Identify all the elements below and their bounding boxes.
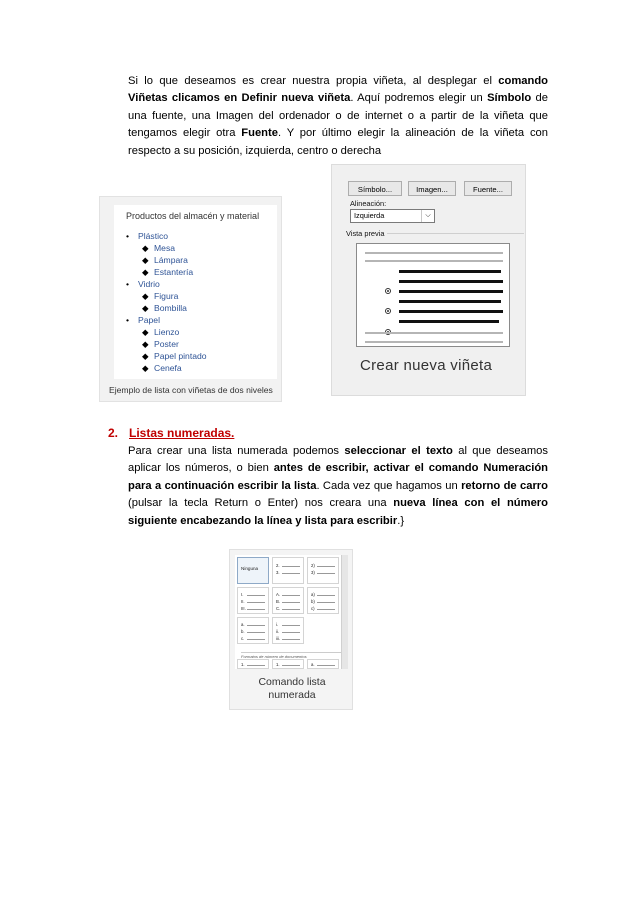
section-text-2: al que deseamos aplicar los números, o bien bbox=[128, 445, 548, 475]
bullet-dot-icon: • bbox=[126, 315, 130, 325]
list-item-label: Cenefa bbox=[154, 363, 182, 373]
numbering-option-label: II. bbox=[241, 599, 245, 604]
numbering-option-label: i. bbox=[276, 622, 279, 627]
list-item-label: Lámpara bbox=[154, 255, 188, 265]
numbering-option[interactable] bbox=[272, 587, 304, 614]
numbering-option[interactable] bbox=[307, 587, 339, 614]
intro-bold-2: Símbolo bbox=[487, 92, 532, 105]
list-item-label: Poster bbox=[154, 339, 179, 349]
numbering-option[interactable] bbox=[307, 557, 339, 584]
list-item-label: Plástico bbox=[138, 231, 169, 241]
numbering-option[interactable] bbox=[237, 587, 269, 614]
numbering-option-label: a. bbox=[241, 622, 245, 627]
section-bold-2: antes de escribir, activar el comando Numeración para a continuación escribir la lista bbox=[128, 462, 548, 492]
numbering-gallery-figure bbox=[229, 549, 353, 710]
section-bold-1: seleccionar el texto bbox=[344, 445, 453, 457]
alignment-select[interactable] bbox=[350, 209, 435, 223]
diamond-bullet-icon: ◆ bbox=[142, 327, 149, 337]
bullet-dot-icon: • bbox=[126, 231, 130, 241]
intro-text-2: . Aquí podremos elegir un bbox=[350, 92, 488, 105]
new-bullet-dialog-figure bbox=[331, 164, 526, 396]
intro-bold-1: comando Viñetas clicamos en Definir nueva viñeta bbox=[128, 75, 548, 105]
numbering-option-label: 1. bbox=[241, 662, 245, 667]
numbering-option-label: ii. bbox=[276, 629, 280, 634]
bullet-list-page bbox=[114, 205, 277, 379]
list-item bbox=[126, 315, 160, 325]
list-item bbox=[142, 291, 178, 302]
preview-text-line bbox=[399, 290, 503, 293]
numbering-option-label: 2) bbox=[311, 563, 315, 568]
numbering-option-label: b) bbox=[311, 599, 315, 604]
numbering-option-label: 3. bbox=[276, 570, 280, 575]
section-heading bbox=[108, 426, 234, 440]
numbering-option-label: B. bbox=[276, 599, 281, 604]
list-item bbox=[142, 255, 188, 266]
section-bold-3: retorno de carro bbox=[461, 479, 548, 492]
numbering-option-label: 3) bbox=[311, 570, 315, 575]
numbering-option-label: 1. bbox=[276, 662, 280, 667]
numbering-figure-caption bbox=[230, 676, 354, 702]
numbering-option[interactable] bbox=[272, 557, 304, 584]
numbering-option-label: a. bbox=[311, 662, 315, 667]
section-text-4: (pulsar la tecla Return o Enter) nos creara una bbox=[128, 497, 394, 510]
list-item-label: Lienzo bbox=[154, 327, 180, 337]
gallery-scrollbar[interactable] bbox=[341, 555, 348, 669]
bullet-list-example-figure bbox=[99, 196, 282, 402]
document-format-option[interactable] bbox=[307, 659, 339, 669]
numbering-option-label: A. bbox=[276, 592, 281, 597]
numbering-option-label: b. bbox=[241, 629, 245, 634]
list-item-label: Estantería bbox=[154, 267, 194, 277]
list-item bbox=[126, 279, 160, 289]
preview-gray-line bbox=[365, 260, 503, 262]
chevron-down-icon[interactable]: ⌵ bbox=[421, 210, 434, 222]
diamond-bullet-icon: ◆ bbox=[142, 339, 149, 349]
document-format-option[interactable] bbox=[272, 659, 304, 669]
preview-bullet-icon bbox=[385, 288, 391, 294]
preview-gray-line bbox=[365, 252, 503, 254]
alignment-value: Izquierda bbox=[354, 211, 385, 220]
section-text-3: . Cada vez que hagamos un bbox=[316, 479, 462, 492]
preview-gray-line bbox=[365, 341, 503, 343]
section-text-5: .} bbox=[397, 514, 405, 527]
diamond-bullet-icon: ◆ bbox=[142, 243, 149, 253]
list-item bbox=[142, 267, 193, 278]
numbered-list-paragraph bbox=[128, 443, 548, 530]
diamond-bullet-icon: ◆ bbox=[142, 363, 149, 373]
list-item bbox=[142, 351, 207, 362]
preview-text-line bbox=[399, 320, 499, 323]
intro-text-1: Si lo que deseamos es crear nuestra propia viñeta, al desplegar el bbox=[128, 75, 499, 87]
numbering-none-label: Ninguna bbox=[241, 566, 259, 571]
list-item bbox=[142, 339, 179, 350]
preview-text-line bbox=[399, 310, 503, 313]
numbering-option[interactable] bbox=[237, 617, 269, 644]
intro-paragraph bbox=[128, 73, 548, 160]
section-number: 2. bbox=[108, 426, 119, 440]
list-item bbox=[142, 243, 175, 254]
numbering-option-label: c) bbox=[311, 606, 315, 611]
diamond-bullet-icon: ◆ bbox=[142, 291, 149, 301]
image-button[interactable]: Imagen... bbox=[408, 181, 456, 196]
preview-text-line bbox=[399, 280, 503, 283]
numbering-option[interactable] bbox=[272, 617, 304, 644]
numbering-option-label: c. bbox=[241, 636, 245, 641]
intro-text-4: . Y por último elegir la alineación de la viñeta con respecto a su posición, izquierda, centro o derecha bbox=[128, 127, 548, 157]
list-item-label: Figura bbox=[154, 291, 179, 301]
bullet-preview-area bbox=[356, 243, 510, 347]
preview-gray-line bbox=[365, 332, 503, 334]
diamond-bullet-icon: ◆ bbox=[142, 303, 149, 313]
alignment-label: Alineación: bbox=[350, 199, 387, 208]
list-item bbox=[142, 363, 182, 374]
list-item-label: Papel bbox=[138, 315, 160, 325]
diamond-bullet-icon: ◆ bbox=[142, 267, 149, 277]
bullet-list-title: Productos del almacén y material bbox=[126, 211, 260, 221]
document-format-option[interactable] bbox=[237, 659, 269, 669]
numbering-gallery bbox=[235, 555, 341, 669]
diamond-bullet-icon: ◆ bbox=[142, 255, 149, 265]
intro-text-3: de una fuente, una Imagen del ordenador o de internet o a partir de la viñeta que tengamos elegir otra bbox=[128, 92, 548, 140]
diamond-bullet-icon: ◆ bbox=[142, 351, 149, 361]
section-text-1: Para crear una lista numerada podemos bbox=[128, 445, 345, 457]
numbering-option-label: iii. bbox=[276, 636, 281, 641]
section-bold-4: nueva línea con el número siguiente encabezando la línea y lista para escribir bbox=[128, 497, 548, 527]
list-item bbox=[142, 303, 187, 314]
list-item-label: Mesa bbox=[154, 243, 176, 253]
preview-bullet-icon bbox=[385, 308, 391, 314]
font-button[interactable]: Fuente... bbox=[464, 181, 512, 196]
dialog-figure-caption: Crear nueva viñeta bbox=[360, 357, 493, 374]
numbering-caption-text: Comando lista numerada bbox=[258, 676, 326, 701]
list-item-label: Vidrio bbox=[138, 279, 160, 289]
preview-label: Vista previa bbox=[346, 229, 387, 238]
numbering-option-label: I. bbox=[241, 592, 244, 597]
bullet-dot-icon: • bbox=[126, 279, 130, 289]
numbering-option-label: a) bbox=[311, 592, 315, 597]
symbol-button[interactable]: Símbolo... bbox=[348, 181, 402, 196]
list-item-label: Papel pintado bbox=[154, 351, 207, 361]
numbering-none-option[interactable] bbox=[237, 557, 269, 584]
preview-text-line bbox=[399, 300, 501, 303]
list-item bbox=[142, 327, 179, 338]
list-item-label: Bombilla bbox=[154, 303, 187, 313]
list-item bbox=[126, 231, 168, 241]
numbering-option-label: C. bbox=[276, 606, 281, 611]
numbering-option-label: 2. bbox=[276, 563, 280, 568]
numbering-option-label: III. bbox=[241, 606, 246, 611]
intro-bold-3: Fuente bbox=[241, 127, 278, 140]
section-title: Listas numeradas. bbox=[129, 426, 235, 440]
bullet-figure-caption: Ejemplo de lista con viñetas de dos niveles bbox=[109, 385, 273, 395]
preview-text-line bbox=[399, 270, 501, 273]
document-formats-label: Formatos de número de documentos bbox=[241, 652, 345, 659]
